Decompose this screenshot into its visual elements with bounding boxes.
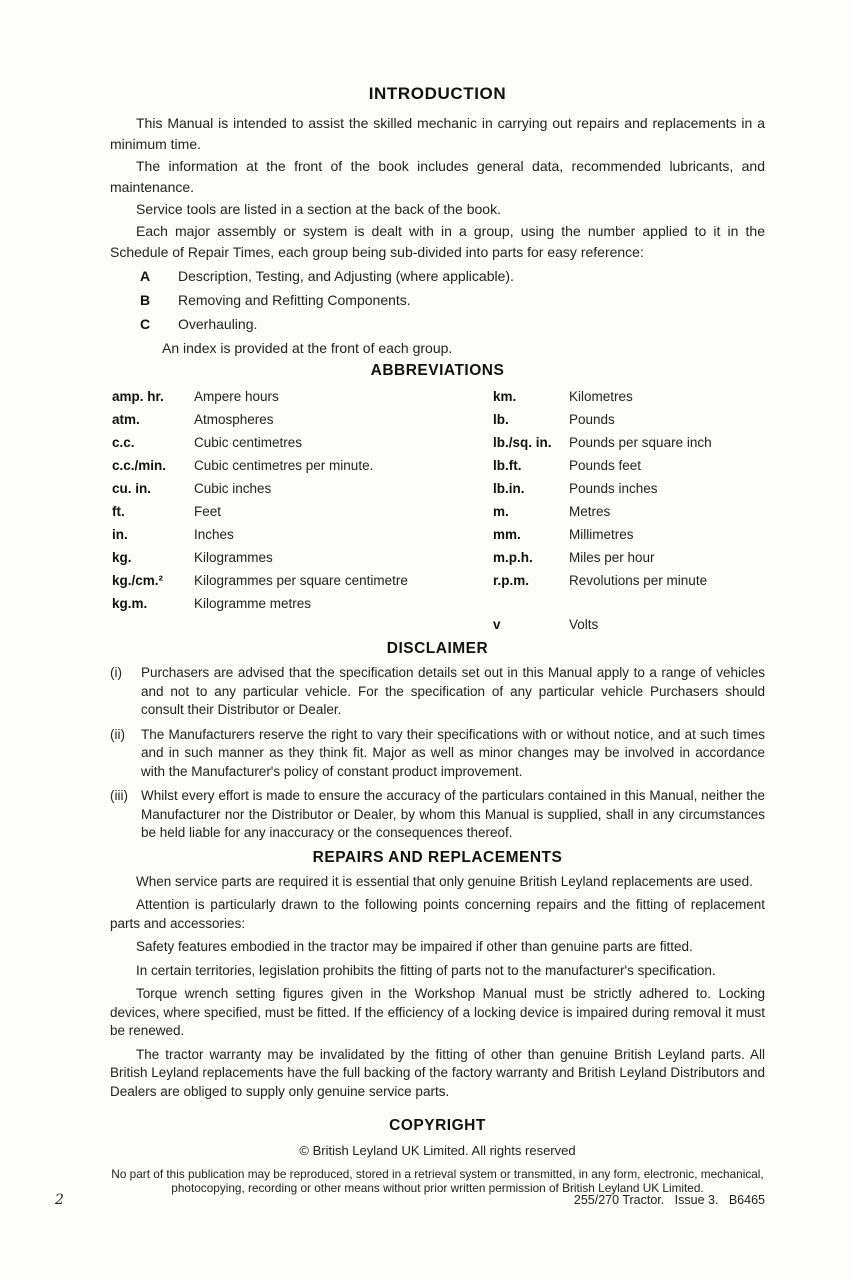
abbr-meaning: Revolutions per minute <box>569 573 708 588</box>
abbr-meaning: Pounds inches <box>569 481 658 496</box>
abbr-row <box>112 501 472 522</box>
abbr-term: c.c. <box>112 435 135 450</box>
abbr-term: v <box>493 617 501 632</box>
abbr-meaning: Volts <box>569 617 599 632</box>
abbr-row <box>493 432 765 453</box>
abbr-row <box>493 501 765 522</box>
abbr-term: kg. <box>112 550 132 565</box>
intro-paragraph: Each major assembly or system is dealt with in a group, using the number applied to it in the Schedule of Repair Times, each group being sub-divided into parts for easy reference: <box>110 223 765 260</box>
copyright-title: COPYRIGHT <box>389 1117 486 1134</box>
abbr-term: kg./cm.² <box>112 573 164 588</box>
disclaimer-item <box>110 726 765 782</box>
abbr-term: mm. <box>493 527 521 542</box>
abbr-meaning: Inches <box>194 527 234 542</box>
abbr-row <box>493 386 765 407</box>
page-footer <box>55 1192 765 1208</box>
abbr-term: cu. in. <box>112 481 152 496</box>
list-item-text: Overhauling. <box>178 316 258 332</box>
copyright-line: © British Leyland UK Limited. All rights reserved <box>299 1143 576 1158</box>
abbr-row <box>112 593 472 614</box>
introduction-title: INTRODUCTION <box>368 84 507 103</box>
abbreviations-right-column <box>493 386 765 637</box>
abbreviations-left-column <box>112 386 472 637</box>
list-item <box>140 290 765 311</box>
abbreviations-section <box>110 362 765 637</box>
repairs-paragraph: Attention is particularly drawn to the following points concerning repairs and the fitting of replacement parts and accessories: <box>110 897 765 931</box>
abbr-meaning: Kilogrammes <box>194 550 273 565</box>
intro-paragraph: Service tools are listed in a section at the back of the book. <box>136 201 501 217</box>
abbr-row <box>493 478 765 499</box>
list-item-key: C <box>140 316 151 332</box>
abbr-meaning: Miles per hour <box>569 550 655 565</box>
abbr-row <box>112 455 472 476</box>
abbr-meaning: Pounds <box>569 412 615 427</box>
abbr-meaning: Kilogrammes per square centimetre <box>194 573 408 588</box>
list-item-text: Description, Testing, and Adjusting (where applicable). <box>178 268 514 284</box>
abbr-term: ft. <box>112 504 125 519</box>
abbr-term: m. <box>493 504 509 519</box>
page-number: 2 <box>55 1192 64 1208</box>
disclaimer-item-number: (iii) <box>110 788 128 803</box>
abbr-meaning: Metres <box>569 504 611 519</box>
abbr-meaning: Cubic centimetres <box>194 435 303 450</box>
abbr-row <box>493 614 765 635</box>
abbr-term: lb.ft. <box>493 458 522 473</box>
introduction-section <box>110 84 765 359</box>
abbr-meaning: Pounds per square inch <box>569 435 712 450</box>
abbr-term: lb.in. <box>493 481 525 496</box>
abbr-meaning: Feet <box>194 504 222 519</box>
intro-paragraph: The information at the front of the book includes general data, recommended lubricants, and maintenance. <box>110 158 765 195</box>
abbr-term: atm. <box>112 412 140 427</box>
repairs-paragraph: Safety features embodied in the tractor may be impaired if other than genuine parts are fitted. <box>136 939 693 954</box>
abbr-term: km. <box>493 389 517 404</box>
list-item-text: Removing and Refitting Components. <box>178 292 411 308</box>
copyright-small-print: No part of this publication may be reproduced, stored in a retrieval system or transmitted, in any form, electronic, mechanical, photocopying, recording or other means without prior written permission of British Leyland UK Limited. <box>111 1167 764 1195</box>
disclaimer-item <box>110 787 765 843</box>
repairs-title: REPAIRS AND REPLACEMENTS <box>312 848 563 866</box>
disclaimer-item-text: Purchasers are advised that the specification details set out in this Manual apply to a range of vehicles and not to any particular vehicle. For the specification of any particular vehicle Purchasers should consult their Distributor or Dealer. <box>141 665 765 717</box>
list-item-key: B <box>140 292 151 308</box>
disclaimer-title: DISCLAIMER <box>386 640 489 657</box>
footer-reference: 255/270 Tractor. Issue 3. B6465 <box>573 1193 765 1207</box>
abbr-row <box>112 524 472 545</box>
abbr-row <box>112 570 472 591</box>
abbr-row <box>112 386 472 407</box>
abbr-term: in. <box>112 527 128 542</box>
abbr-row <box>112 478 472 499</box>
repairs-paragraph: The tractor warranty may be invalidated by the fitting of other than genuine British Leyland parts. All British Leyland replacements have the full backing of the factory warranty and British Leyland Distributors and Dealers are obliged to supply only genuine service parts. <box>110 1046 765 1099</box>
abbreviations-table <box>112 386 765 637</box>
list-item <box>140 266 765 287</box>
disclaimer-item-text: The Manufacturers reserve the right to vary their specifications with or without notice, and at such times and in such manner as they think fit. Major as well as minor changes may be involved in accordance with the Manufacturer's policy of constant product improvement. <box>141 726 765 779</box>
abbr-row <box>493 409 765 430</box>
abbr-meaning: Kilometres <box>569 389 633 404</box>
repairs-paragraph: Torque wrench setting figures given in the Workshop Manual must be strictly adhered to. Locking devices, where specified, must be fitted. If the efficiency of a locking device is impaired during removal it must be renewed. <box>110 986 765 1038</box>
abbr-meaning: Cubic centimetres per minute. <box>194 458 374 473</box>
index-note: An index is provided at the front of each group. <box>162 340 453 356</box>
abbr-meaning: Cubic inches <box>194 481 272 496</box>
abbr-row <box>493 524 765 545</box>
abbr-row <box>112 432 472 453</box>
abbr-row <box>112 409 472 430</box>
disclaimer-item-text: Whilst every effort is made to ensure the accuracy of the particulars contained in this Manual, neither the Manufacturer nor the Distributor or Dealer, by whom this Manual is supplied, shall in any circumstances be held liable for any inaccuracy or the consequences thereof. <box>141 788 765 840</box>
abbr-row <box>112 547 472 568</box>
abbr-meaning: Atmospheres <box>194 412 274 427</box>
abbr-row <box>493 570 765 591</box>
abbr-term: lb./sq. in. <box>493 435 552 450</box>
intro-paragraph: This Manual is intended to assist the skilled mechanic in carrying out repairs and replacements in a minimum time. <box>110 115 765 152</box>
disclaimer-item <box>110 664 765 720</box>
disclaimer-item-number: (i) <box>110 665 122 680</box>
abbr-term: r.p.m. <box>493 573 530 588</box>
abbr-meaning: Pounds feet <box>569 458 642 473</box>
repairs-paragraph: In certain territories, legislation prohibits the fitting of parts not to the manufacturer's specification. <box>136 962 716 978</box>
abbr-meaning: Ampere hours <box>194 389 279 404</box>
disclaimer-section <box>110 640 765 843</box>
abbr-term: lb. <box>493 412 509 427</box>
abbr-term: kg.m. <box>112 596 148 611</box>
abbr-meaning: Millimetres <box>569 527 634 542</box>
abbr-term: c.c./min. <box>112 458 167 473</box>
copyright-section <box>110 1117 765 1195</box>
repairs-paragraph: When service parts are required it is essential that only genuine British Leyland replacements are used. <box>136 873 753 889</box>
repairs-section <box>110 849 765 1102</box>
abbr-row <box>493 455 765 476</box>
abbr-term: m.p.h. <box>493 550 533 565</box>
list-item-key: A <box>140 268 151 284</box>
disclaimer-item-number: (ii) <box>110 726 125 742</box>
group-parts-list <box>110 266 765 335</box>
abbr-meaning: Kilogramme metres <box>194 596 312 611</box>
abbreviations-title: ABBREVIATIONS <box>370 362 505 379</box>
abbr-term: amp. hr. <box>112 389 164 404</box>
list-item <box>140 314 765 335</box>
abbr-row <box>493 547 765 568</box>
